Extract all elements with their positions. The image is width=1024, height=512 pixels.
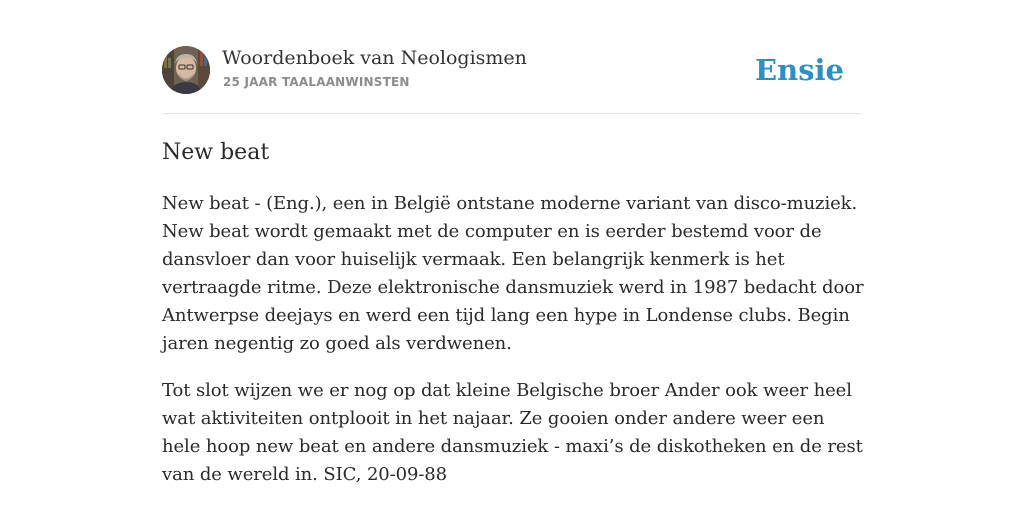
article-paragraph-2: Tot slot wijzen we er nog op dat kleine Belgische broer Ander ook weer heel wat aktiviteiten ontplooit in het najaar. Ze gooien onder andere weer een hele hoop new beat en andere dansmuziek - maxi’s de diskotheken en de rest van de wereld in. SIC, 20-09-88 <box>162 380 863 485</box>
brand-logo[interactable]: Ensie <box>755 53 844 87</box>
avatar-portrait-icon <box>162 46 210 94</box>
header <box>162 46 862 96</box>
author-avatar[interactable] <box>162 46 210 94</box>
article-paragraph-1: New beat - (Eng.), een in België ontstane moderne variant van disco-muziek. New beat wordt gemaakt met de computer en is eerder bestemd voor de dansvloer dan voor huiselijk vermaak. Een belangrijk kenmerk is het vertraagde ritme. Deze elektronische dansmuziek werd in 1987 bedacht door Antwerpse deejays en werd een tijd lang een hype in Londense clubs. Begin jaren negentig zo goed als verdwenen. <box>162 193 864 354</box>
site-subtitle: 25 JAAR TAALAANWINSTEN <box>223 75 410 89</box>
header-divider <box>162 113 862 114</box>
site-title[interactable]: Woordenboek van Neologismen <box>222 47 527 69</box>
page-title: New beat <box>162 140 270 165</box>
